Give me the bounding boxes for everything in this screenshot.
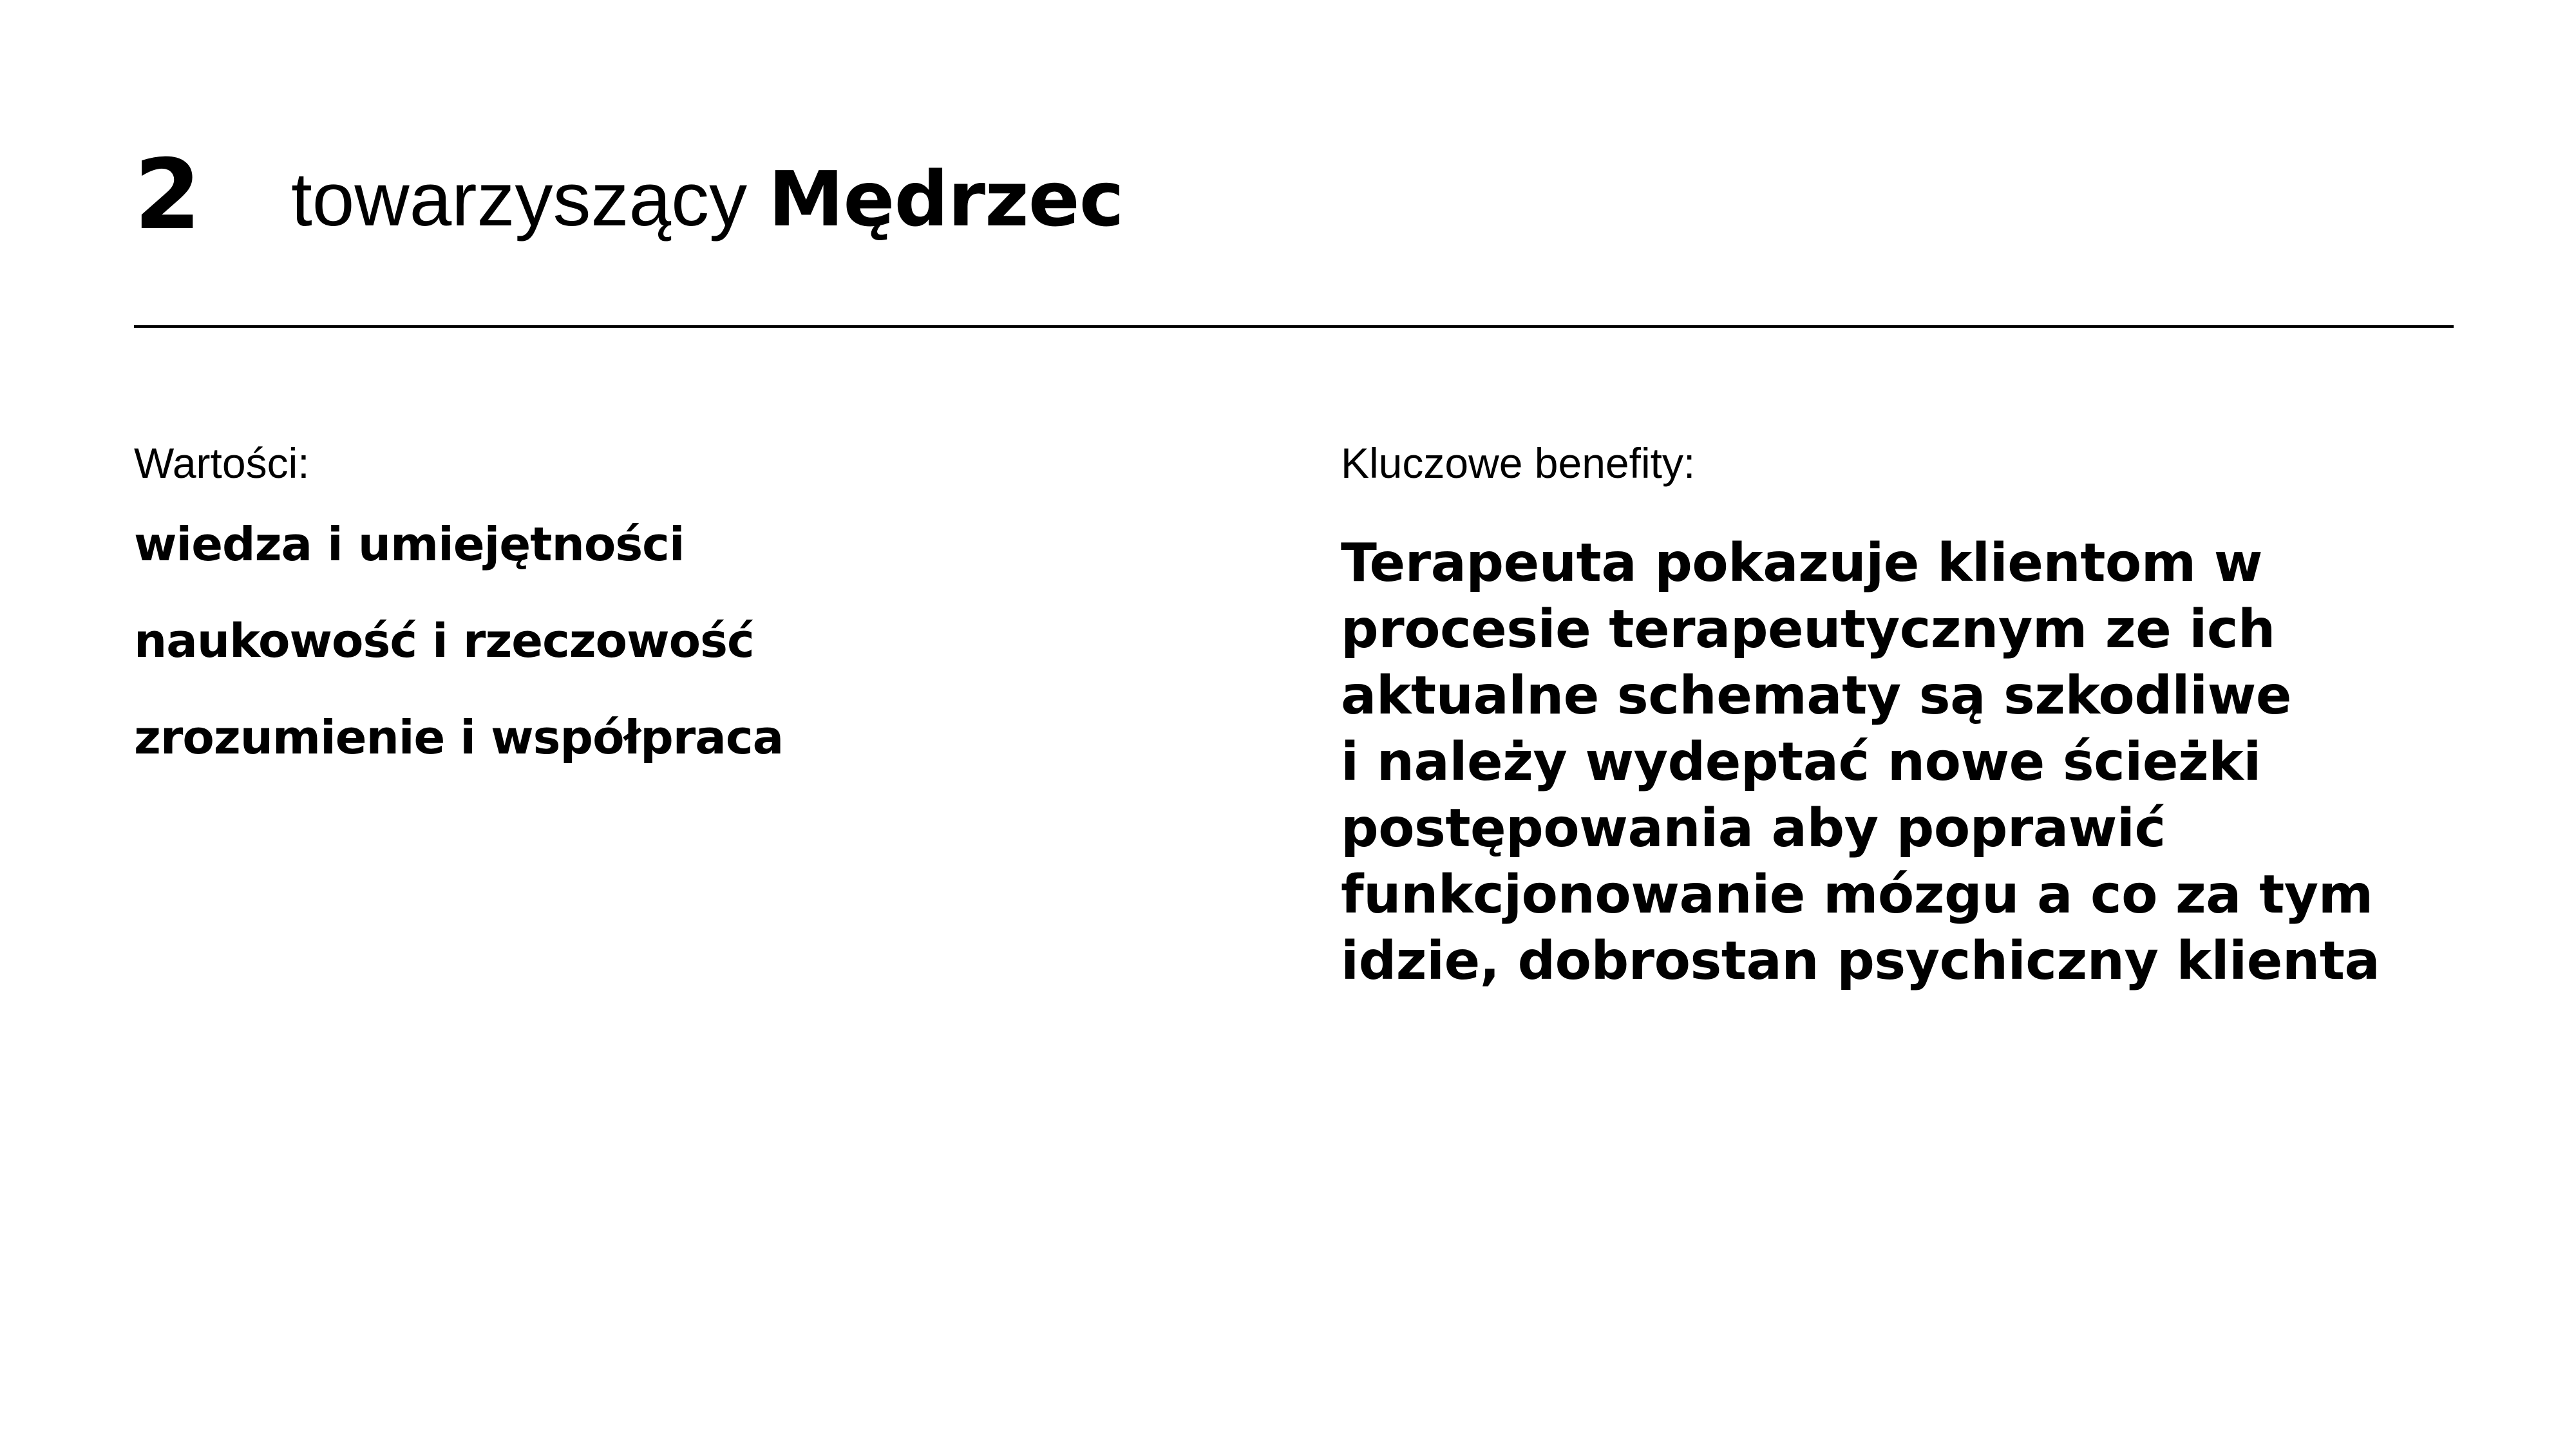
value-item: zrozumienie i współpraca <box>134 710 784 765</box>
slide-number: 2 <box>134 139 200 251</box>
benefits-line: idzie, dobrostan psychiczny klienta <box>1341 931 2380 992</box>
benefits-section <box>1341 438 2461 994</box>
header-divider <box>134 325 2454 328</box>
values-section <box>134 438 1229 811</box>
value-item: wiedza i umiejętności <box>134 517 685 572</box>
benefits-line: funkcjonowanie mózgu a co za tym <box>1341 864 2373 926</box>
slide-title <box>291 155 1124 243</box>
benefits-text <box>1341 530 2461 994</box>
slide-header <box>134 129 2452 258</box>
benefits-line: postępowania aby poprawić <box>1341 798 2166 860</box>
benefits-label: Kluczowe benefity: <box>1341 439 1696 487</box>
benefits-line: procesie terapeutycznym ze ich <box>1341 599 2275 661</box>
values-label: Wartości: <box>134 439 310 487</box>
title-prefix: towarzyszący <box>291 157 748 242</box>
benefits-line: i należy wydeptać nowe ścieżki <box>1341 732 2261 793</box>
title-emphasis: Mędrzec <box>768 155 1124 243</box>
value-item: naukowość i rzeczowość <box>134 614 754 668</box>
values-list <box>134 517 1229 765</box>
benefits-line: Terapeuta pokazuje klientom w <box>1341 533 2262 594</box>
benefits-line: aktualne schematy są szkodliwe <box>1341 665 2291 727</box>
